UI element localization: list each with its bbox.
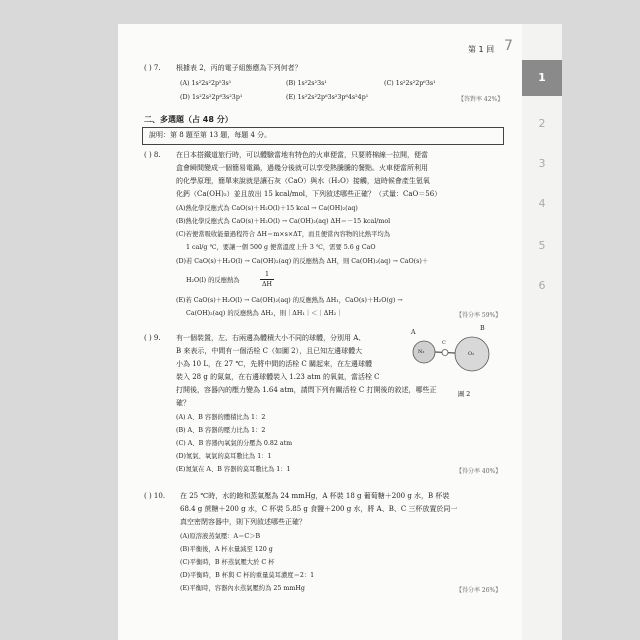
figure-2-caption: 圖 2 (458, 391, 471, 398)
q9-line-4: 裝入 28 g 的氮氣，在右邊球體裝入 1.23 atm 的氧氣，當活栓 C (176, 373, 380, 381)
figure-2-apparatus (408, 325, 494, 378)
chapter-tab-3[interactable]: 3 (538, 157, 546, 170)
q8-option-a: (A)熱化學反應式為 CaO(s)＋H₂O(l)＋15 kcal → Ca(OH)₂(aq) (176, 205, 358, 212)
q9-option-e: (E)氮氣在 A、B 容器的莫耳數比為 1：1 (176, 466, 291, 473)
q8-option-c-line-1: (C)若便當吸收能量過程符合 ΔH＝m×s×ΔT，而且便當內容物的比熱平均為 (176, 231, 390, 238)
q10-option-e: (E)平衡時，容器內水蒸氣壓約為 25 mmHg (180, 585, 305, 592)
chapter-tab-5[interactable]: 5 (538, 239, 546, 252)
q9-option-a: (A) A、B 容器的體積比為 1：2 (176, 414, 266, 421)
figure-label-a: A (411, 329, 416, 336)
figure-label-c: C (442, 340, 446, 346)
q10-line-1: 在 25 ℃時，水的飽和蒸氣壓為 24 mmHg，A 杯裝 18 g 葡萄糖＋200 g 水，B 杯裝 (180, 492, 450, 500)
q7-option-b: (B) 1s²2s²3s¹ (286, 80, 327, 87)
q10-option-c: (C)平衡時，B 杯蒸氣壓大於 C 杯 (180, 559, 275, 566)
chapter-tab-2[interactable]: 2 (538, 117, 546, 130)
q9-option-d: (D)氮氣、氧氣的莫耳數比為 1：1 (176, 453, 272, 460)
exam-page (118, 24, 522, 640)
q8-option-e-line-1: (E)若 CaO(s)＋H₂O(l) → Ca(OH)₂(aq) 的反應熱為 ΔH₁，CaO(s)＋H₂O(g) → (176, 297, 403, 304)
section-note-box (142, 127, 504, 145)
q8-line-4: 化鈣（Ca(OH)₂）並且放出 15 kcal/mol，下列敘述哪些正確？（式量：CaO＝56） (176, 190, 442, 198)
section-title: 二、多選題（占 48 分） (144, 115, 233, 124)
figure-label-b: B (480, 325, 485, 332)
q8-line-1: 在日本搭鐵道旅行時，可以體驗當地有特色的火車便當，只要將棉線一拉開，便當 (176, 151, 428, 159)
q8-line-3: 的化學原理，簡單來說就是讓石灰（CaO）與水（H₂O）接觸，這時候會產生氫氧 (176, 177, 430, 185)
page-number: 7 (504, 38, 513, 54)
q10-line-2: 68.4 g 蔗糖＋200 g 水，C 杯裝 5.85 g 食鹽＋200 g 水，將 A、B、C 三杯放置於同一 (180, 505, 458, 513)
q9-line-2: B 來表示，中間有一個活栓 C（如圖 2），且已知左邊球體大 (176, 347, 363, 355)
q8-fraction-numerator: 1 (260, 270, 274, 280)
q7-answer-paren: ( ) 7. (144, 64, 161, 72)
q9-line-6: 確？ (176, 399, 190, 407)
q10-answer-paren: ( ) 10. (144, 492, 166, 500)
q9-line-1: 有一個裝置，左、右兩邊為體積大小不同的球體，分別用 A、 (176, 334, 366, 342)
q8-option-c-line-2: 1 cal/g ℃，要讓一個 500 g 便當溫度上升 3 ℃，需要 5.6 g CaO (186, 244, 376, 251)
q10-line-3: 真空密閉容器中，則下列敘述哪些正確？ (180, 518, 306, 526)
q10-rate: 【得分率 26%】 (456, 587, 502, 594)
q8-option-b: (B)熱化學反應式為 CaO(s)＋H₂O(l) → Ca(OH)₂(aq) ΔH＝－15 kcal/mol (176, 218, 391, 225)
chapter-tab-1[interactable]: 1 (522, 60, 562, 96)
chapter-tab-4[interactable]: 4 (538, 197, 546, 210)
q8-option-d-line-2: H₂O(l) 的反應熱為 (186, 277, 240, 284)
figure-label-n2: N₂ (418, 349, 425, 355)
q7-option-e: (E) 1s²2s²2p⁶3s²3p⁶4s²4p¹ (286, 94, 369, 101)
q8-fraction-denominator: ΔH (261, 281, 273, 288)
figure-label-o2: O₂ (468, 351, 475, 357)
q9-line-3: 小為 10 L，在 27 ℃，先將中間的活栓 C 關起來，在左邊球體 (176, 360, 372, 368)
q8-option-d-line-1: (D)若 CaO(s)＋H₂O(l) → Ca(OH)₂(aq) 的反應熱為 ΔH，則 Ca(OH)₂(aq) → CaO(s)＋ (176, 258, 429, 265)
q10-option-a: (A)原溶液蒸氣壓：A＝C＞B (180, 533, 261, 540)
q7-option-d: (D) 1s²2s²2p⁶3s²3p¹ (180, 94, 243, 101)
q8-option-e-line-2: Ca(OH)₂(aq) 的反應熱為 ΔH₂，則｜ΔH₁｜＜｜ΔH₂｜ (186, 310, 343, 317)
q7-stem: 根據表 2，丙的電子組態應為下列何者？ (176, 64, 302, 72)
chapter-tab-6[interactable]: 6 (538, 279, 546, 292)
q7-option-c: (C) 1s²2s²2p⁶3s¹ (384, 80, 436, 87)
q9-option-c: (C) A、B 容器內氧氣的分壓為 0.82 atm (176, 440, 293, 447)
q10-option-b: (B)平衡後，A 杯水量減至 120 g (180, 546, 273, 553)
q10-option-d: (D)平衡時，B 杯與 C 杯的重量莫耳濃度＝2：1 (180, 572, 315, 579)
round-label: 第 1 回 (468, 45, 495, 54)
q9-rate: 【得分率 40%】 (456, 468, 502, 475)
q7-rate: 【答對率 42%】 (458, 96, 504, 103)
q9-option-b: (B) A、B 容器的壓力比為 1：2 (176, 427, 266, 434)
q8-answer-paren: ( ) 8. (144, 151, 161, 159)
chapter-tab-strip (522, 24, 562, 640)
q9-line-5: 打開後，容器內的壓力變為 1.64 atm，請問下列有關活栓 C 打開後的敘述，哪些正 (176, 386, 437, 394)
section-note: 說明：第 8 題至第 13 題，每題 4 分。 (149, 131, 272, 139)
q9-answer-paren: ( ) 9. (144, 334, 161, 342)
q7-option-a: (A) 1s²2s²2p⁵3s¹ (180, 80, 232, 87)
q8-line-2: 盒會瞬間變成一個簡易電鍋，過幾分後就可以享受熱騰騰的餐點。火車便當所利用 (176, 164, 428, 172)
q8-rate: 【得分率 59%】 (456, 312, 502, 319)
